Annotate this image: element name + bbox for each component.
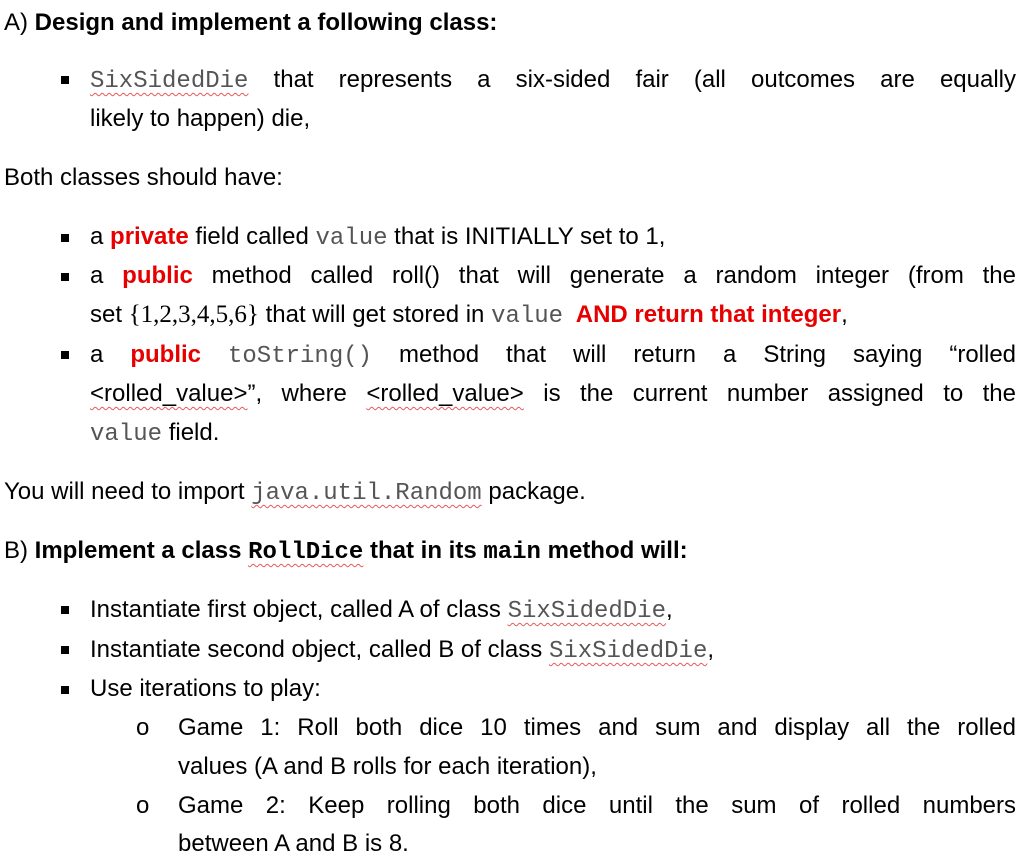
text: a — [90, 223, 104, 250]
text: You will need to import — [4, 478, 245, 505]
import-note — [4, 477, 586, 509]
part-a-title: Design and implement a following class: — [34, 9, 498, 36]
text: Instantiate second object, called B of class — [90, 636, 543, 663]
game1-line1 — [178, 713, 1016, 743]
text: that is INITIALLY set to 1, — [394, 223, 666, 250]
text: Instantiate first object, called A of class — [90, 596, 501, 623]
value-code: value — [491, 303, 564, 330]
rolled-value-placeholder: <rolled_value> — [90, 380, 248, 407]
text: a — [90, 262, 104, 289]
square-bullet-icon — [61, 686, 69, 694]
sixsideddie-desc-line1 — [90, 65, 1016, 97]
square-bullet-icon — [61, 646, 69, 654]
sixsideddie-text: that represents a six-sided fair (all outcomes are equally — [273, 66, 1016, 93]
part-b-heading — [4, 536, 688, 568]
part-a-letter: A) — [4, 9, 28, 36]
square-bullet-icon — [61, 234, 69, 242]
text: field. — [168, 419, 220, 446]
text: Game 2: Keep rolling both dice until the sum of rolled numbers — [178, 792, 1016, 819]
text: is the current number assigned to the — [543, 380, 1016, 407]
part-b-letter: B) — [4, 537, 28, 564]
rolled-value-placeholder: <rolled_value> — [366, 380, 524, 407]
private-keyword: private — [110, 223, 189, 250]
tostring-code: toString() — [228, 343, 373, 370]
text: that in its — [370, 537, 477, 564]
game2-line1 — [178, 791, 1016, 821]
roll-method-line1 — [90, 261, 1016, 291]
text: method will: — [547, 537, 688, 564]
private-field-line — [90, 222, 665, 254]
text: Game 1: Roll both dice 10 times and sum and display all the rolled — [178, 714, 1016, 741]
text: package. — [488, 478, 586, 505]
square-bullet-icon — [61, 351, 69, 359]
text: Implement a class — [34, 537, 242, 564]
public-keyword: public — [122, 262, 193, 289]
text: a — [90, 341, 104, 368]
instantiate-a-line — [90, 595, 673, 627]
value-code: value — [315, 225, 388, 252]
sixsideddie-code: SixSidedDie — [507, 598, 666, 625]
public-keyword: public — [130, 341, 202, 368]
text: method that will return a String saying “rolled — [399, 341, 1017, 368]
text: set — [90, 301, 123, 328]
square-bullet-icon — [61, 273, 69, 281]
text: ”, where — [247, 380, 347, 407]
rolldice-code: RollDice — [248, 539, 364, 566]
tostring-line3 — [90, 418, 219, 450]
number-set: {1,2,3,4,5,6} — [128, 301, 259, 328]
instantiate-b-line — [90, 635, 714, 667]
tostring-line2 — [90, 379, 1016, 409]
return-integer-emphasis: AND return that integer — [575, 301, 842, 328]
both-classes-text: Both classes should have: — [4, 164, 283, 191]
square-bullet-icon — [61, 76, 69, 84]
main-code: main — [483, 539, 541, 566]
text: , — [666, 596, 673, 623]
square-bullet-icon — [61, 606, 69, 614]
game1-line2: values (A and B rolls for each iteration), — [178, 753, 597, 780]
game2-line2: between A and B is 8. — [178, 830, 409, 857]
tostring-line1 — [90, 340, 1016, 372]
text: field called — [195, 223, 309, 250]
text: , — [707, 636, 715, 663]
iterations-line: Use iterations to play: — [90, 675, 321, 702]
sixsideddie-code: SixSidedDie — [90, 68, 249, 95]
java-util-random-code: java.util.Random — [251, 480, 482, 507]
circle-bullet-icon: o — [136, 714, 150, 741]
text: method called roll() that will generate a random integer (from the — [211, 262, 1017, 289]
circle-bullet-icon: o — [136, 792, 150, 819]
text: , — [841, 301, 848, 328]
sixsideddie-desc-line2: likely to happen) die, — [90, 105, 311, 132]
roll-method-line2 — [90, 300, 848, 332]
text: that will get stored in — [265, 301, 485, 328]
sixsideddie-code: SixSidedDie — [548, 638, 708, 665]
value-code: value — [90, 421, 163, 448]
part-a-heading — [4, 8, 497, 38]
